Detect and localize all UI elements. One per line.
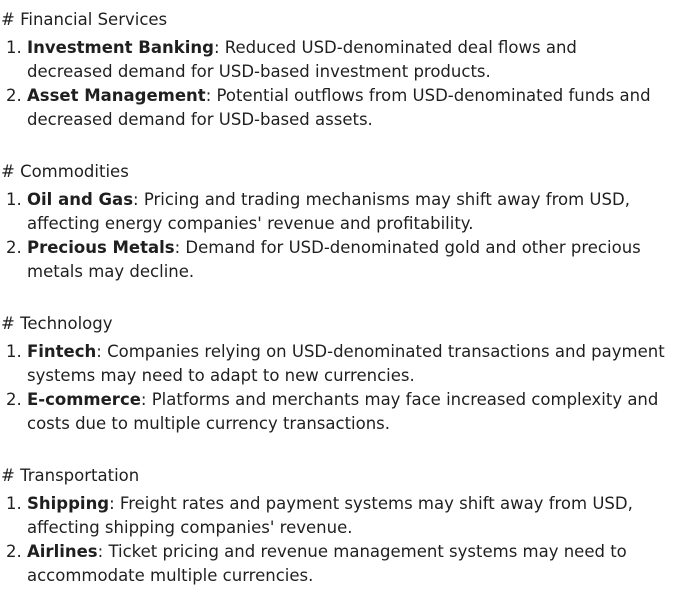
item-number: 1.: [6, 190, 22, 209]
list-item: [0, 236, 673, 284]
section-heading: # Financial Services: [1, 10, 168, 29]
item-description: : Ticket pricing and revenue management systems may need to accommodate multiple currencies.: [27, 542, 627, 585]
list-item: [0, 84, 673, 132]
item-number: 1.: [6, 342, 22, 361]
item-description: : Platforms and merchants may face increased complexity and costs due to multiple currency transactions.: [27, 390, 659, 433]
item-number: 2.: [6, 542, 22, 561]
section-commodities: [0, 160, 673, 284]
item-number: 1.: [6, 38, 22, 57]
item-term: Fintech: [27, 342, 97, 361]
item-term: Asset Management: [27, 86, 206, 105]
list-item: [0, 492, 673, 540]
item-list: [0, 36, 673, 132]
item-term: Precious Metals: [27, 238, 175, 257]
list-item: [0, 540, 673, 588]
item-number: 2.: [6, 238, 22, 257]
item-description: : Reduced USD-denominated deal flows and decreased demand for USD-based investment products.: [27, 38, 577, 81]
item-list: [0, 492, 673, 588]
section-heading: # Technology: [1, 314, 113, 333]
item-term: Investment Banking: [27, 38, 214, 57]
section-financial-services: [0, 8, 673, 132]
item-list: [0, 340, 673, 436]
item-term: Shipping: [27, 494, 110, 513]
item-description: : Companies relying on USD-denominated transactions and payment systems may need to adapt to new currencies.: [27, 342, 665, 385]
section-technology: [0, 312, 673, 436]
item-description: : Freight rates and payment systems may shift away from USD, affecting shipping companies' revenue.: [27, 494, 633, 537]
section-transportation: [0, 464, 673, 588]
item-number: 1.: [6, 494, 22, 513]
list-item: [0, 188, 673, 236]
list-item: [0, 36, 673, 84]
section-heading: # Commodities: [1, 162, 129, 181]
item-term: E-commerce: [27, 390, 141, 409]
item-description: : Demand for USD-denominated gold and other precious metals may decline.: [27, 238, 641, 281]
item-number: 2.: [6, 390, 22, 409]
item-description: : Pricing and trading mechanisms may shift away from USD, affecting energy companies' revenue and profitability.: [27, 190, 630, 233]
item-description: : Potential outflows from USD-denominated funds and decreased demand for USD-based assets.: [27, 86, 651, 129]
item-term: Airlines: [27, 542, 98, 561]
item-term: Oil and Gas: [27, 190, 134, 209]
item-number: 2.: [6, 86, 22, 105]
item-list: [0, 188, 673, 284]
list-item: [0, 340, 673, 388]
section-heading: # Transportation: [1, 466, 140, 485]
list-item: [0, 388, 673, 436]
